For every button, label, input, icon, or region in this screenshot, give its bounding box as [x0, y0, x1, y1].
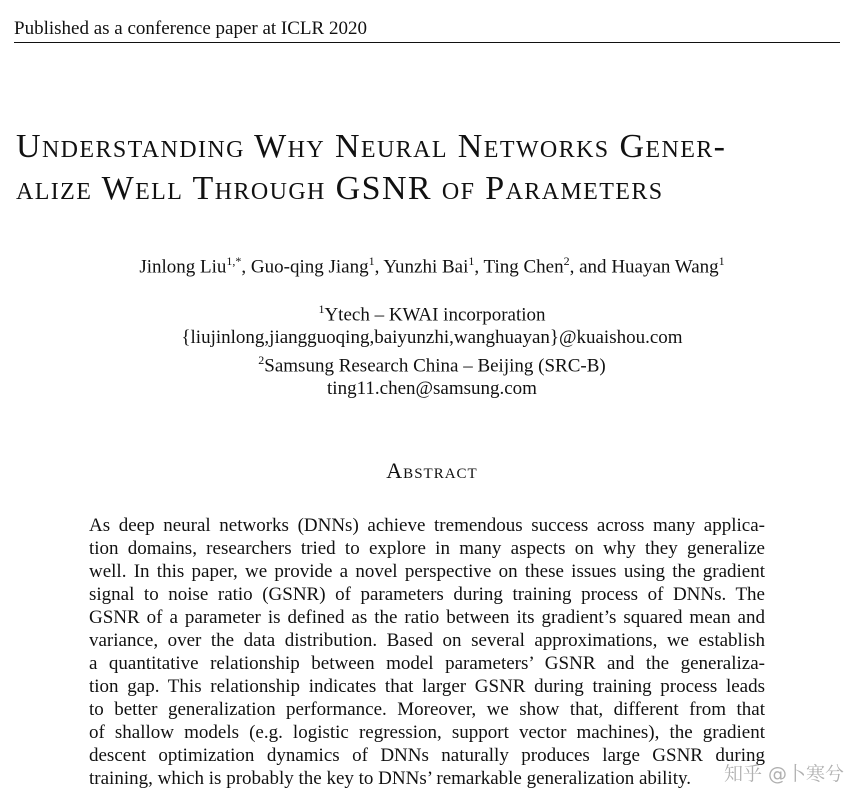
author-affil-sup: 2 [563, 254, 570, 268]
abstract-line: well. In this paper, we provide a novel perspective on these issues using the gradient [89, 561, 765, 582]
author-name: Jinlong Liu [139, 256, 227, 278]
author-affil-sup: 1,* [226, 254, 242, 268]
abstract-line: to better generalization performance. Moreover, we show that, different from that [89, 699, 765, 720]
affiliation-2 [0, 349, 864, 378]
abstract-body [89, 514, 765, 790]
affiliation-sup: 2 [258, 353, 265, 368]
author-affil-sup: 1 [468, 254, 475, 268]
author-name: Yunzhi Bai [383, 256, 469, 278]
abstract-line: a quantitative relationship between model parameters’ GSNR and the generaliza- [89, 653, 765, 674]
author-affil-sup: 1 [368, 254, 375, 268]
abstract-line: tion gap. This relationship indicates that larger GSNR during training process leads [89, 676, 765, 697]
abstract-line: tion domains, researchers tried to explore in many aspects on why they generalize [89, 538, 765, 559]
title-line-2: alize Well Through GSNR of Parameters [16, 170, 664, 207]
affiliations [0, 298, 864, 401]
author-name: Guo-qing Jiang [250, 256, 369, 278]
abstract-line: As deep neural networks (DNNs) achieve tremendous success across many applica- [89, 515, 765, 536]
abstract-line: signal to noise ratio (GSNR) of parameters during training process of DNNs. The [89, 584, 765, 605]
affiliation-sup: 1 [318, 302, 325, 316]
author-affil-sup: 1 [718, 254, 725, 268]
title-line-1: Understanding Why Neural Networks Gener- [16, 128, 727, 165]
author-list: Jinlong Liu$^{1,*}$, Guo-qing Jiang$^1$, Yunzhi Bai$^1$, Ting Chen$^2$, and Huayan Wang$^1$ [139, 254, 725, 278]
author-name: Ting Chen [483, 256, 564, 278]
author-name: Huayan Wang [611, 256, 719, 278]
affiliation-1-emails: {liujinlong,jiangguoqing,baiyunzhi,wanghuayan}@kuaishou.com [181, 326, 683, 348]
abstract-line: training, which is probably the key to DNNs’ remarkable generalization ability. [89, 768, 692, 789]
abstract-line: GSNR of a parameter is defined as the ratio between its gradient’s squared mean and [89, 607, 765, 628]
affiliation-1 [0, 298, 864, 327]
abstract-line: descent optimization dynamics of DNNs naturally produces large GSNR during [89, 745, 765, 766]
venue-header: Published as a conference paper at ICLR 2020 [14, 18, 840, 43]
abstract-line: variance, over the data distribution. Based on several approximations, we establish [89, 630, 765, 651]
abstract-line: of shallow models (e.g. logistic regression, support vector machines), the gradient [89, 722, 765, 743]
affiliation-2-email: ting11.chen@samsung.com [327, 378, 537, 400]
abstract-heading: Abstract [386, 458, 478, 483]
watermark-text: 知乎 @卜寒兮 [723, 763, 844, 785]
affiliation-name: Samsung Research China – Beijing (SRC-B) [264, 355, 606, 377]
affiliation-name: Ytech – KWAI incorporation [324, 304, 546, 326]
paper-title [16, 126, 856, 210]
